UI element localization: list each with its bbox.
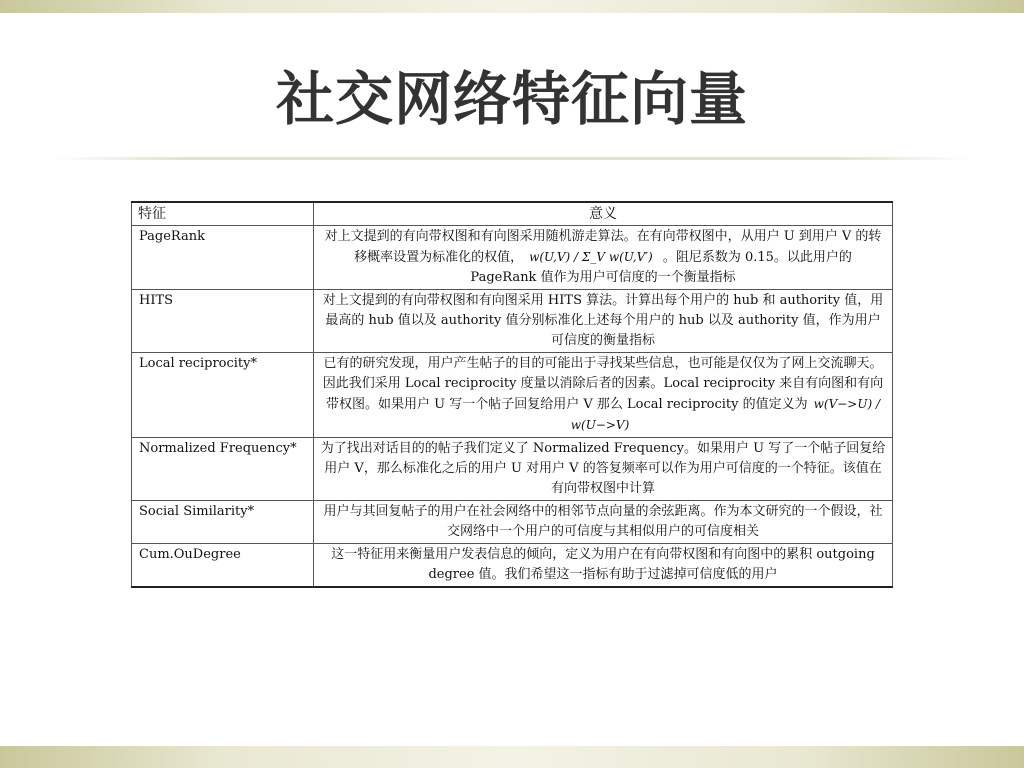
feature-name: PageRank xyxy=(132,226,314,290)
slide-title: 社交网络特征向量 xyxy=(275,65,748,133)
meaning-text: 已有的研究发现，用户产生帖子的目的可能出于寻找某些信息，也可能是仅仅为了网上交流聊天。因此我们采用 Local reciprocity 度量以消除后者的因素。Local reciprocity 来自有向图和有向带权图。如果用户 U 写一个帖子回复给用户 V 那么 Local reciprocity 的值定义为 xyxy=(322,356,884,412)
meaning-text: 用户与其回复帖子的用户在社会网络中的相邻节点向量的余弦距离。作为本文研究的一个假设，社交网络中一个用户的可信度与其相似用户的可信度相关 xyxy=(323,504,883,539)
feature-meaning xyxy=(314,544,893,588)
table-row xyxy=(132,438,893,501)
title-divider xyxy=(52,157,972,160)
feature-meaning xyxy=(314,290,893,353)
table-row xyxy=(132,501,893,544)
feature-meaning xyxy=(314,438,893,501)
feature-meaning xyxy=(314,226,893,290)
table-row xyxy=(132,353,893,438)
table-row xyxy=(132,544,893,588)
top-decorative-band xyxy=(0,0,1024,13)
feature-name: Cum.OuDegree xyxy=(132,544,314,588)
meaning-text: 这一特征用来衡量用户发表信息的倾向，定义为用户在有向带权图和有向图中的累积 outgoing degree 值。我们希望这一指标有助于过滤掉可信度低的用户 xyxy=(331,547,875,582)
formula: w(U,V) / Σ_V w(U,V′) xyxy=(529,250,653,264)
meaning-text: 为了找出对话目的的帖子我们定义了 Normalized Frequency。如果用户 U 写了一个帖子回复给用户 V，那么标准化之后的用户 U 对用户 V 的答复频率可以作为用户可信度的一个特征。该值在有向带权图中计算 xyxy=(320,441,886,496)
header-meaning: 意义 xyxy=(314,202,893,226)
table-row xyxy=(132,290,893,353)
feature-meaning xyxy=(314,501,893,544)
meaning-text-after: 。阻尼系数为 0.15。以此用户的 PageRank 值作为用户可信度的一个衡量指标 xyxy=(470,250,852,285)
header-feature: 特征 xyxy=(132,202,314,226)
bottom-decorative-band xyxy=(0,746,1024,768)
feature-name: Social Similarity* xyxy=(132,501,314,544)
table-header-row xyxy=(132,202,893,226)
feature-name: Local reciprocity* xyxy=(132,353,314,438)
formula: w(V−>U) / w(U−>V) xyxy=(570,397,881,432)
feature-name: HITS xyxy=(132,290,314,353)
meaning-text: 对上文提到的有向带权图和有向图采用 HITS 算法。计算出每个用户的 hub 和 authority 值，用最高的 hub 值以及 authority 值分别标准化上述每个用户的 hub 以及 authority 值，作为用户可信度的衡量指标 xyxy=(322,293,884,348)
meaning-text: 对上文提到的有向带权图和有向图采用随机游走算法。在有向带权图中，从用户 U 到用户 V 的转移概率设置为标准化的权值， xyxy=(324,229,882,265)
table-row xyxy=(132,226,893,290)
feature-name: Normalized Frequency* xyxy=(132,438,314,501)
feature-table xyxy=(131,201,893,588)
feature-meaning xyxy=(314,353,893,438)
